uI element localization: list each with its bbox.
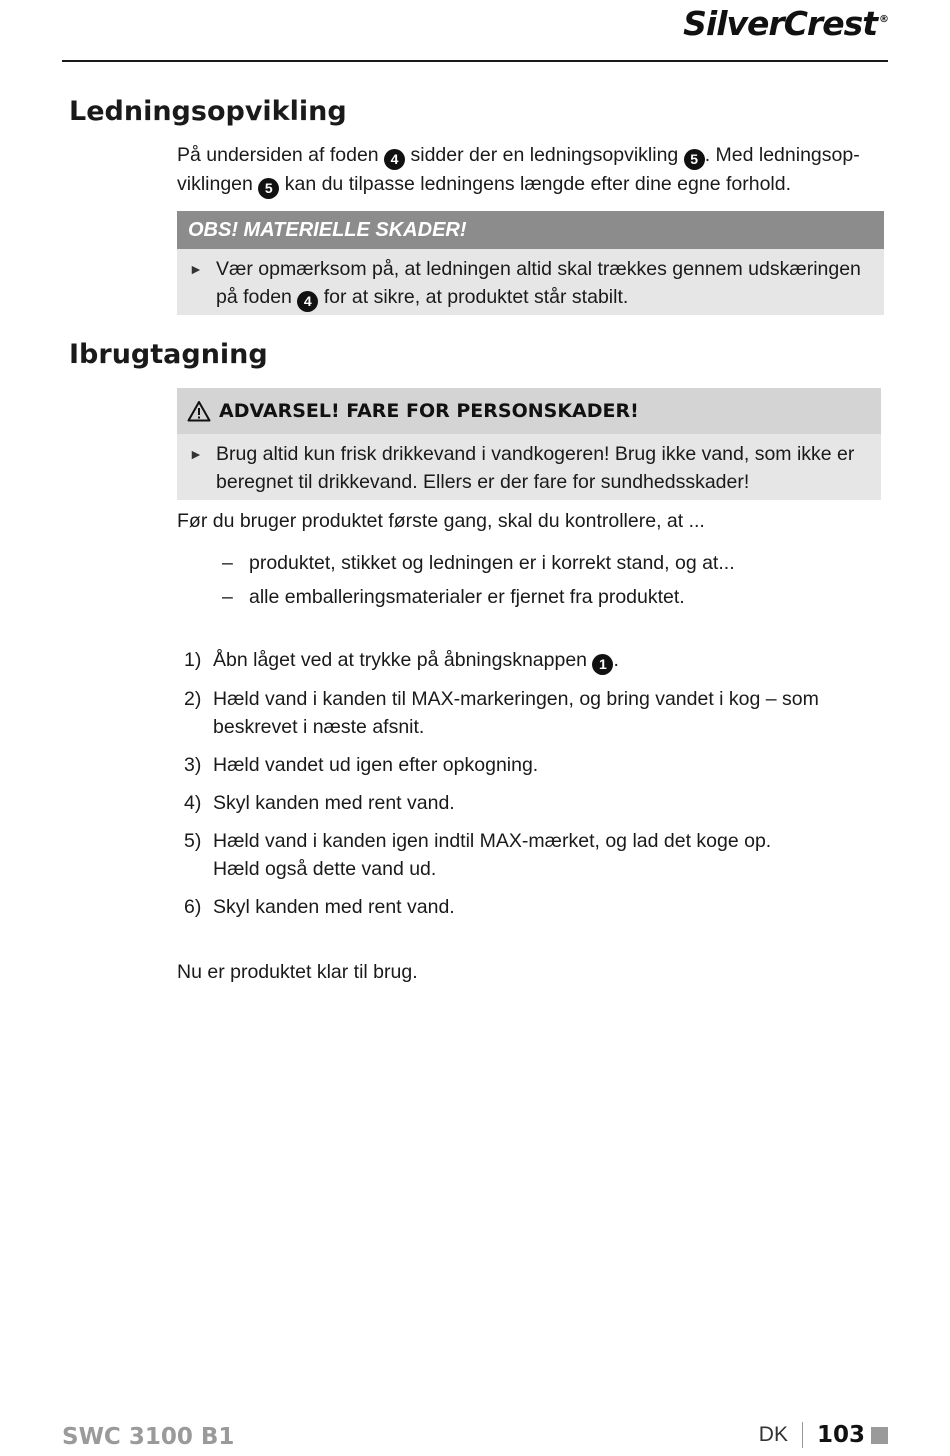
ref-badge-4: 4 [384, 149, 405, 170]
step-text: Hæld vand i kanden igen indtil MAX-mærket, og lad det koge op. [213, 830, 772, 852]
caution-bullet-item [177, 249, 884, 318]
step-text: Hæld vandet ud igen efter opkogning. [213, 754, 539, 776]
para-text: kan du tilpasse ledningens længde efter dine egne forhold. [284, 173, 792, 195]
caution-title: OBS! MATERIELLE SKADER! [177, 211, 884, 249]
step-text: Hæld også dette vand ud. [213, 858, 437, 880]
para-text: På undersiden af foden [177, 144, 379, 166]
ref-badge-5: 5 [684, 149, 705, 170]
footer-square-icon [871, 1427, 888, 1444]
step-text: Åbn låget ved at trykke på åbningsknappen [213, 649, 588, 671]
step-text: Skyl kanden med rent vand. [213, 896, 455, 918]
warning-text: beregnet til drikkevand. Ellers er der fare for sundhedsskader! [216, 471, 750, 493]
step-text: . [613, 649, 619, 671]
caution-text: for at sikre, at produktet står stabilt. [323, 286, 629, 308]
para-text: sidder der en ledningsopvikling [410, 144, 679, 166]
section1-paragraph [177, 141, 860, 199]
step-text: beskrevet i næste afsnit. [213, 716, 425, 738]
header-rule [62, 60, 888, 62]
ref-badge-5: 5 [258, 178, 279, 199]
step-item [184, 685, 819, 741]
section-title-ibrugtagning: Ibrugtagning [69, 339, 268, 370]
step-number: 3) [184, 754, 202, 776]
list-item-text: produktet, stikket og ledningen er i korrekt stand, og at... [249, 552, 735, 574]
warning-text: Brug altid kun frisk drikkevand i vandkogeren! Brug ikke vand, som ikke er [216, 443, 855, 465]
warning-header [177, 388, 881, 434]
step-text: Hæld vand i kanden til MAX-markeringen, og bring vandet i kog – som [213, 688, 819, 710]
warning-title: ADVARSEL! FARE FOR PERSONSKADER! [219, 400, 639, 422]
check-list [222, 549, 735, 617]
step-item [184, 893, 819, 921]
step-number: 5) [184, 830, 202, 852]
list-item [222, 549, 735, 583]
warning-triangle-icon [187, 400, 211, 422]
intro-paragraph: Før du bruger produktet første gang, skal du kontrollere, at ... [177, 510, 705, 532]
ref-badge-1: 1 [592, 654, 613, 675]
caution-box [177, 211, 884, 315]
para-text: . Med ledningsop- [704, 144, 860, 166]
caution-text: Vær opmærksom på, at ledningen altid skal trækkes gennem udskæringen [216, 258, 861, 280]
step-number: 2) [184, 688, 202, 710]
list-item-text: alle emballeringsmaterialer er fjernet fra produktet. [249, 586, 685, 608]
warning-box [177, 388, 881, 500]
ref-badge-4: 4 [297, 291, 318, 312]
section-title-ledningsopvikling: Ledningsopvikling [69, 96, 347, 127]
steps-list [184, 646, 819, 931]
para-text: viklingen [177, 173, 253, 195]
step-item [184, 827, 819, 883]
step-text: Skyl kanden med rent vand. [213, 792, 455, 814]
brand-name: SilverCrest [683, 4, 877, 43]
caution-text: på foden [216, 286, 292, 308]
warning-bullet-item [177, 434, 881, 502]
step-number: 6) [184, 896, 202, 918]
registered-mark: ® [879, 14, 888, 25]
footer-page-number: 103 [816, 1422, 865, 1448]
step-item [184, 646, 819, 675]
footer-page-info [759, 1422, 888, 1448]
footer-model-number: SWC 3100 B1 [62, 1424, 235, 1450]
step-item [184, 789, 819, 817]
dash-marker: – [222, 586, 233, 608]
footer-language: DK [758, 1423, 788, 1446]
step-number: 1) [184, 649, 202, 671]
outro-paragraph: Nu er produktet klar til brug. [177, 961, 418, 983]
step-number: 4) [184, 792, 202, 814]
brand-logo [683, 4, 888, 43]
dash-marker: – [222, 552, 233, 574]
footer-divider [802, 1422, 803, 1448]
bullet-arrow-icon: ► [189, 446, 203, 462]
list-item [222, 583, 735, 617]
bullet-arrow-icon: ► [189, 261, 203, 277]
step-item [184, 751, 819, 779]
